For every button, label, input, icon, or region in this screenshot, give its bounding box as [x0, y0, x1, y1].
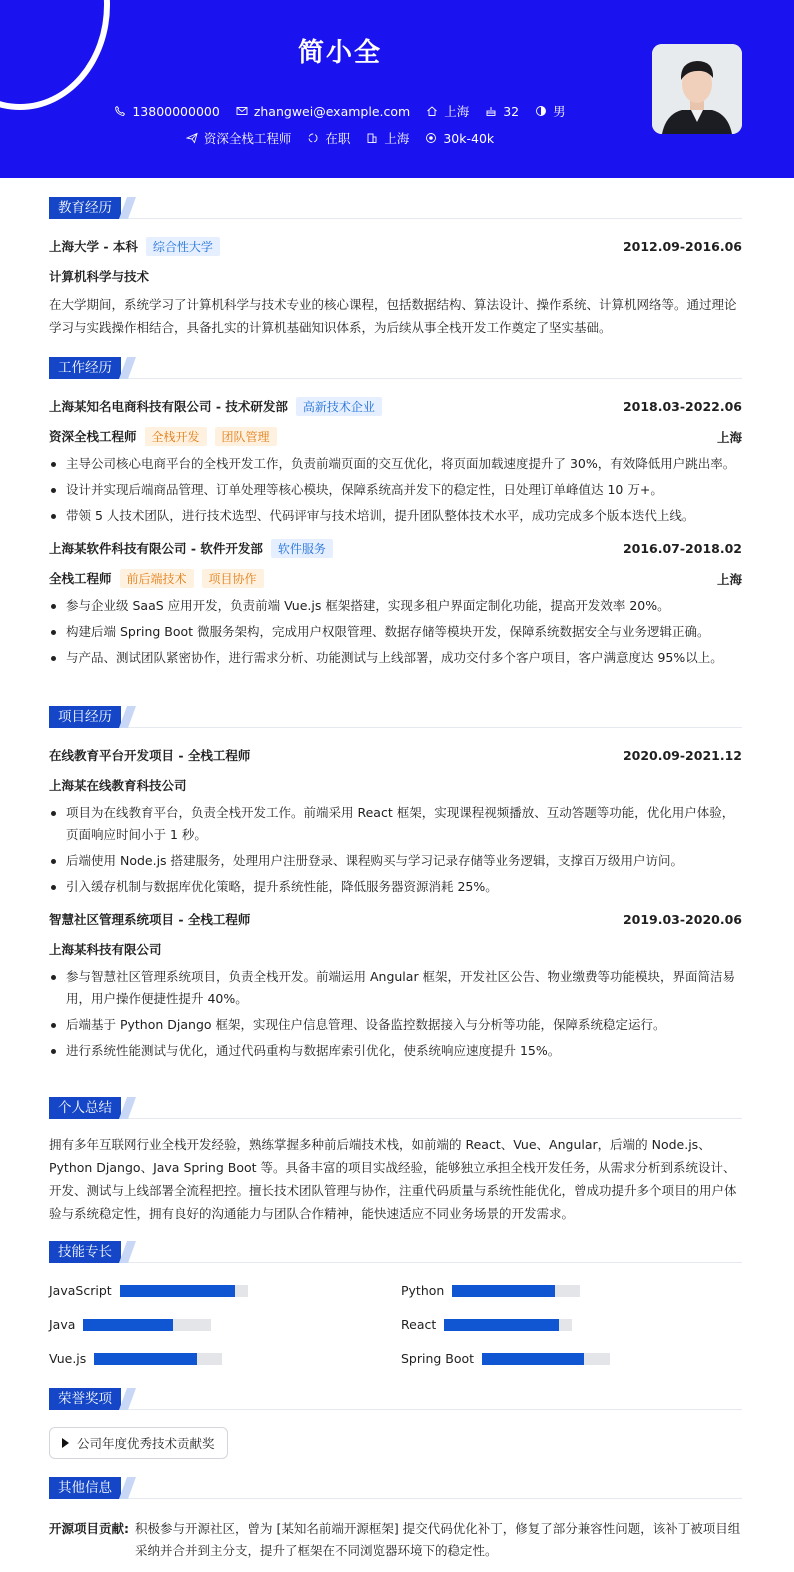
project-header-row: [49, 746, 742, 764]
city-text: 上海: [384, 131, 410, 146]
job-header-row: [49, 397, 742, 416]
section-title-decoration: [119, 1388, 136, 1410]
education-header-row: [49, 237, 742, 256]
other-info-row: [49, 1518, 742, 1562]
section-title-decoration: [119, 197, 136, 219]
skill-name: React: [401, 1317, 437, 1332]
gender-icon: [535, 105, 547, 117]
skill-level-bar: [120, 1285, 248, 1297]
project-name: 在线教育平台开发项目 - 全栈工程师: [49, 748, 251, 763]
job-bullets: [49, 453, 742, 527]
project-bullet: 引入缓存机制与数据库优化策略，提升系统性能，降低服务器资源消耗 25%。: [49, 876, 742, 898]
role-tag: 团队管理: [215, 427, 277, 446]
honors-section: [49, 1388, 742, 1459]
location-text: 上海: [444, 104, 470, 119]
education-description: 在大学期间，系统学习了计算机科学与技术专业的核心课程，包括数据结构、算法设计、操作系统、计算机网络等。通过理论学习与实践操作相结合，具备扎实的计算机基础知识体系，为后续从事全栈开发工作奠定了坚实基础。: [49, 297, 737, 335]
status-text: 在职: [325, 131, 351, 146]
skill-level-bar: [452, 1285, 580, 1297]
job-salary: [425, 129, 494, 147]
skill-name: Vue.js: [49, 1351, 87, 1366]
triangle-right-icon: [62, 1438, 69, 1448]
candidate-name: 简小全: [297, 38, 382, 68]
section-title: 教育经历: [49, 197, 121, 219]
section-header: [49, 357, 742, 379]
project-bullets: [49, 966, 742, 1062]
section-header: [49, 197, 742, 219]
skill-item: [49, 1318, 401, 1331]
work-section: [49, 357, 742, 673]
section-title-decoration: [119, 1241, 136, 1263]
project-org: 上海某科技有限公司: [49, 942, 162, 957]
skill-item: [49, 1352, 401, 1365]
company-line: [49, 539, 333, 558]
project-entry: [49, 746, 742, 898]
email-text: zhangwei@example.com: [253, 103, 411, 119]
company-name: 上海某软件科技有限公司 - 软件开发部: [49, 541, 263, 556]
project-date: 2020.09-2021.12: [622, 747, 742, 763]
job-bullet: 带领 5 人技术团队，进行技术选型、代码评审与技术培训，提升团队整体技术水平，成功完成多个版本迭代上线。: [49, 505, 742, 527]
project-bullets: [49, 802, 742, 898]
section-title-decoration: [119, 1097, 136, 1119]
skill-level-fill: [482, 1353, 584, 1365]
award-name: 公司年度优秀技术贡献奖: [77, 1436, 215, 1451]
awards-list: [49, 1427, 742, 1459]
role-line: [49, 427, 277, 446]
major: 计算机科学与技术: [49, 269, 150, 284]
section-title-decoration: [119, 1477, 136, 1499]
job-bullets: [49, 595, 742, 669]
project-date: 2019.03-2020.06: [622, 911, 742, 927]
cake-icon: [485, 105, 497, 117]
contact-phone: [114, 102, 219, 120]
job-city: [366, 129, 409, 147]
school-tag: 综合性大学: [146, 237, 220, 256]
skills-grid: [49, 1284, 742, 1365]
project-bullet: 后端基于 Python Django 框架，实现住户信息管理、设备监控数据接入与分析等功能，保障系统稳定运行。: [49, 1014, 742, 1036]
job-bullet: 构建后端 Spring Boot 微服务架构，完成用户权限管理、数据存储等模块开发，保障系统数据安全与业务逻辑正确。: [49, 621, 742, 643]
job-role-row: [49, 569, 742, 588]
skills-section: [49, 1241, 742, 1365]
project-bullet: 进行系统性能测试与优化，通过代码重构与数据库索引优化，使系统响应速度提升 15%。: [49, 1040, 742, 1062]
role-line: [49, 569, 264, 588]
skill-level-fill: [452, 1285, 554, 1297]
project-entry: [49, 910, 742, 1062]
skill-name: Spring Boot: [401, 1351, 475, 1366]
job-role: 资深全栈工程师: [49, 429, 137, 444]
company-line: [49, 397, 382, 416]
section-title: 项目经历: [49, 706, 121, 728]
skill-item: [401, 1318, 742, 1331]
other-info-text: 积极参与开源社区，曾为 [某知名前端开源框架] 提交代码优化补丁，修复了部分兼容性问题，该补丁被项目组采纳并合并到主分支，提升了框架在不同浏览器环境下的稳定性。: [135, 1521, 741, 1558]
job-bullet: 主导公司核心电商平台的全栈开发工作，负责前端页面的交互优化，将页面加载速度提升了 30%，有效降低用户跳出率。: [49, 453, 742, 475]
school-name: 上海大学 - 本科: [49, 239, 138, 254]
job-entry: [49, 539, 742, 669]
job-role: 全栈工程师: [49, 571, 112, 586]
skill-level-bar: [94, 1353, 222, 1365]
company-tag: 软件服务: [271, 539, 333, 558]
skill-item: [401, 1284, 742, 1297]
job-entry: [49, 397, 742, 527]
section-title: 其他信息: [49, 1477, 121, 1499]
resume-header: [0, 0, 794, 178]
skill-name: JavaScript: [49, 1283, 112, 1298]
company-name: 上海某知名电商科技有限公司 - 技术研发部: [49, 399, 288, 414]
contact-location: [426, 102, 469, 120]
job-role-row: [49, 427, 742, 446]
summary-text: 拥有多年互联网行业全栈开发经验，熟练掌握多种前后端技术栈，如前端的 React、Vue、Angular，后端的 Node.js、Python Django、Java Spring Boot 等。具备丰富的项目实战经验，能够独立承担全栈开发任务，从需求分析到系统设计、开发、测试与上线部署全流程把控。擅长技术团队管理与协作，注重代码质量与系统性能优化，曾成功提升多个项目的用户体验与系统稳定性，拥有良好的沟通能力与团队合作精神，能快速适应不同业务场景的开发需求。: [49, 1137, 737, 1221]
skill-level-bar: [444, 1319, 572, 1331]
contact-row-2: [0, 129, 680, 147]
projects-section: [49, 706, 742, 1066]
home-icon: [426, 105, 438, 117]
contact-gender: [535, 102, 566, 120]
skill-name: Python: [401, 1283, 445, 1298]
company-tag: 高新技术企业: [296, 397, 382, 416]
job-bullet: 参与企业级 SaaS 应用开发，负责前端 Vue.js 框架搭建，实现多租户界面定制化功能，提高开发效率 20%。: [49, 595, 742, 617]
coin-icon: [425, 132, 437, 144]
role-tag: 项目协作: [202, 569, 264, 588]
role-tag: 全栈开发: [145, 427, 207, 446]
position-text: 资深全栈工程师: [203, 131, 292, 146]
job-bullet: 与产品、测试团队紧密协作，进行需求分析、功能测试与上线部署，成功交付多个客户项目，客户满意度达 95%以上。: [49, 647, 742, 669]
contact-row-1: [0, 102, 680, 120]
project-bullet: 项目为在线教育平台，负责全栈开发工作。前端采用 React 框架，实现课程视频播放、互动答题等功能，优化用户体验，页面响应时间小于 1 秒。: [49, 802, 742, 846]
section-header: [49, 1097, 742, 1119]
skill-name: Java: [49, 1317, 76, 1332]
project-bullet: 后端使用 Node.js 搭建服务，处理用户注册登录、课程购买与学习记录存储等业务逻辑，支撑百万级用户访问。: [49, 850, 742, 872]
project-org: 上海某在线教育科技公司: [49, 778, 187, 793]
job-city: 上海: [716, 429, 742, 445]
job-header-row: [49, 539, 742, 558]
job-city: 上海: [716, 571, 742, 587]
section-header: [49, 1388, 742, 1410]
section-header: [49, 1477, 742, 1499]
award-item[interactable]: [49, 1427, 228, 1459]
section-title-decoration: [119, 706, 136, 728]
section-title: 个人总结: [49, 1097, 121, 1119]
summary-section: [49, 1097, 742, 1225]
profile-photo: [652, 44, 742, 134]
phone-icon: [114, 105, 126, 117]
education-section: [49, 197, 742, 339]
contact-email: [236, 102, 410, 120]
section-title: 荣誉奖项: [49, 1388, 121, 1410]
contact-age: [485, 102, 519, 120]
mail-icon: [236, 105, 248, 117]
skill-level-fill: [94, 1353, 196, 1365]
education-date: 2012.09-2016.06: [622, 239, 742, 254]
project-header-row: [49, 910, 742, 928]
building-icon: [366, 132, 378, 144]
gender-text: 男: [553, 104, 566, 119]
section-header: [49, 1241, 742, 1263]
section-header: [49, 706, 742, 728]
skill-level-fill: [120, 1285, 235, 1297]
job-date: 2018.03-2022.06: [622, 399, 742, 414]
skill-item: [401, 1352, 742, 1365]
phone-text: 13800000000: [132, 103, 220, 119]
skill-level-bar: [83, 1319, 211, 1331]
skill-level-bar: [482, 1353, 610, 1365]
other-section: [49, 1477, 742, 1562]
age-text: 32: [503, 103, 520, 119]
section-title: 工作经历: [49, 357, 121, 379]
project-name: 智慧社区管理系统项目 - 全栈工程师: [49, 912, 251, 927]
section-title: 技能专长: [49, 1241, 121, 1263]
other-info-label: 开源项目贡献:: [49, 1521, 129, 1536]
job-bullet: 设计并实现后端商品管理、订单处理等核心模块，保障系统高并发下的稳定性，日处理订单峰值达 10 万+。: [49, 479, 742, 501]
salary-text: 30k-40k: [443, 130, 495, 146]
skill-level-fill: [83, 1319, 173, 1331]
skill-item: [49, 1284, 401, 1297]
project-bullet: 参与智慧社区管理系统项目，负责全栈开发。前端运用 Angular 框架，开发社区公告、物业缴费等功能模块，界面简洁易用，用户操作便捷性提升 40%。: [49, 966, 742, 1010]
job-date: 2016.07-2018.02: [622, 541, 742, 556]
refresh-icon: [307, 132, 319, 144]
job-status: [307, 129, 350, 147]
section-title-decoration: [119, 357, 136, 379]
send-icon: [186, 132, 198, 144]
skill-level-fill: [444, 1319, 559, 1331]
school-line: [49, 237, 220, 256]
job-position: [186, 129, 292, 147]
role-tag: 前后端技术: [120, 569, 194, 588]
